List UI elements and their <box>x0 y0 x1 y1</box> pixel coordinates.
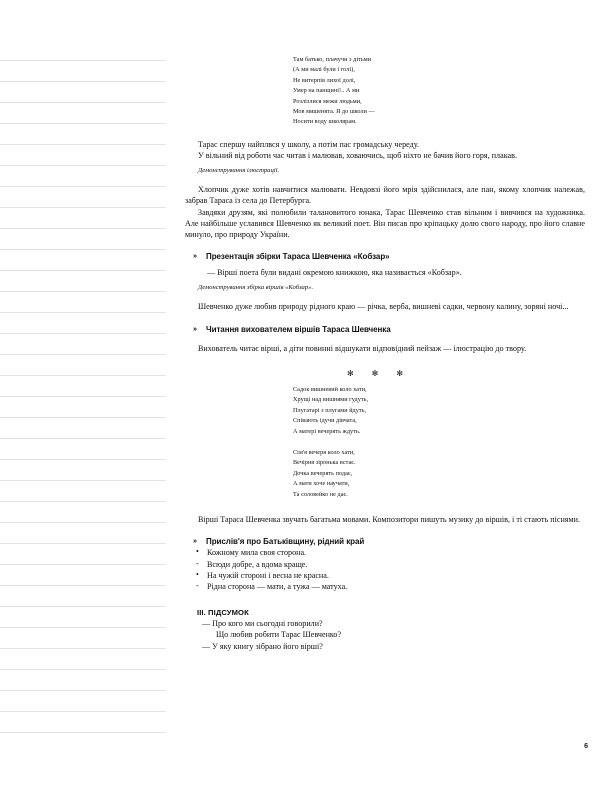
poem-line: Носити воду школярам. <box>293 118 357 126</box>
rule-line <box>0 585 166 586</box>
heading-label: Презентація збірки Тараса Шевченка «Кобзар» <box>206 252 390 262</box>
rule-line <box>0 732 166 733</box>
list-item-text: Кожному мила своя сторона. <box>207 548 307 558</box>
rule-line <box>0 291 166 292</box>
question-line <box>185 618 585 629</box>
rule-line <box>0 711 166 712</box>
bullet-marker-icon: » <box>193 538 197 546</box>
rule-line <box>0 312 166 313</box>
rule-line <box>0 207 166 208</box>
rule-line <box>0 81 166 82</box>
list-bullet-icon: - <box>196 558 199 568</box>
poem-line: Розлізлися межи людьми, <box>293 97 362 105</box>
poem-line: Мов мишенята. Я до школи — <box>293 108 375 116</box>
poem-line: Умер на панщині!.. А ми <box>293 87 360 95</box>
rule-line <box>0 102 166 103</box>
rule-line <box>0 459 166 460</box>
poem-line: Плугатарі з плугами йдуть, <box>293 406 367 414</box>
list-item <box>185 570 585 581</box>
question-line <box>185 641 585 652</box>
asterisk-separator-icon: ✻ ✻ ✻ <box>346 368 412 378</box>
poem-line: Вечірня зіронька встає. <box>293 459 356 467</box>
poem-line: Та соловейко не дає. <box>293 490 348 498</box>
list-item <box>185 581 585 592</box>
heading-label: Прислів'я про Батьківщину, рідний край <box>206 537 365 547</box>
question-line <box>185 629 585 640</box>
rule-line <box>0 186 166 187</box>
rule-line <box>0 480 166 481</box>
rule-line <box>0 564 166 565</box>
paragraph: Вихователь читає вірші, а діти повинні відшукати відповідний пейзаж — ілюстрацію до твору. <box>198 343 527 353</box>
list-bullet-icon: • <box>196 547 199 557</box>
rule-line <box>0 123 166 124</box>
section-title-summary: III. ПІДСУМОК <box>197 607 249 617</box>
dialogue-line: — Вірші поета були видані окремою книжкою, яка називається «Кобзар». <box>207 268 462 278</box>
heading-proverbs <box>185 536 585 547</box>
heading-kobzar-presentation <box>185 251 585 262</box>
rule-line <box>0 249 166 250</box>
paragraph: У вільний від роботи час читав і малював, ховаючись, щоб ніхто не бачив його горя, плакав. <box>198 151 517 161</box>
rule-line <box>0 438 166 439</box>
poem-line: Дочка вечерять подає, <box>293 469 353 477</box>
paragraph: Хлопчик дуже хотів навчитися малювати. Невдовзі його мрія здійснилася, але пан, якому хлопчик належав, забрав Тараса із села до Петербурга. <box>185 185 585 206</box>
page-number: 6 <box>584 743 588 750</box>
paragraph: Тарас спершу найплвся у школу, а потім пас громадську череду. <box>198 139 420 149</box>
question-text: Що любив робити Тарас Шевченко? <box>216 630 342 640</box>
list-item-text: Рідна сторона — мати, а тужа — матуха. <box>207 582 348 592</box>
paragraph-songs: Вірші Тараса Шевченка звучать багатьма мовами. Композитори пишуть музику до віршів, і ті стають піснями. <box>198 514 581 524</box>
poem-line: Садок вишневий коло хати, <box>293 385 367 393</box>
stage-direction: Демонстрування збірка віршів «Кобзар». <box>198 284 314 292</box>
rule-line <box>0 648 166 649</box>
question-text: Про кого ми сьогодні говорили? <box>212 618 323 628</box>
poem-sadok-stanza-2 <box>185 448 585 500</box>
rule-line <box>0 501 166 502</box>
list-item <box>185 547 585 558</box>
stage-direction: Демонстрування ілюстрації. <box>198 167 280 175</box>
rule-line <box>0 165 166 166</box>
list-bullet-icon: - <box>196 581 199 591</box>
poem-line: (А ми малі були і голі), <box>293 66 355 74</box>
paragraph: Завдяки друзям, які полюбили талановитого юнака, Тарас Шевченко став вільним і вивчився на художника. Але найбільше уславився Шевченко як великий поет. Він писав про кріпацьку долю свого народу, про його славне минуло, про природу України. <box>185 207 585 240</box>
poem-line: Не витерпів лихої долі, <box>293 76 356 84</box>
paragraph: Шевченко дуже любив природу рідного краю — річка, верба, вишневі садки, червону калину, зоряні ночі... <box>198 302 569 312</box>
rule-line <box>0 606 166 607</box>
rule-line <box>0 669 166 670</box>
heading-label: Читання вихователем віршів Тараса Шевченка <box>206 324 391 334</box>
dash-marker-icon: — <box>202 641 211 651</box>
dash-marker-icon: — <box>202 618 211 628</box>
rule-line <box>0 228 166 229</box>
rule-line <box>0 543 166 544</box>
bullet-marker-icon: » <box>193 253 197 261</box>
poem-line: Хрущі над вишнями гудуть, <box>293 396 369 404</box>
rule-line <box>0 144 166 145</box>
rule-line <box>0 354 166 355</box>
rule-line <box>0 333 166 334</box>
page-content <box>185 0 585 800</box>
list-item-text: Всюди добре, а вдома краще. <box>207 559 308 569</box>
rule-line <box>0 375 166 376</box>
list-item <box>185 559 585 570</box>
question-text: У яку книгу зібрано його вірші? <box>212 641 323 651</box>
rule-line <box>0 627 166 628</box>
rule-line <box>0 396 166 397</box>
poem-line: Там батько, плачучи з дітьми <box>293 56 372 63</box>
poem-line: А мати хоче научати, <box>293 480 350 488</box>
poem-sadok-stanza-1 <box>185 385 585 437</box>
rule-line <box>0 60 166 61</box>
poem-line: А матері вечерять ждуть. <box>293 427 361 435</box>
rule-line <box>0 690 166 691</box>
list-bullet-icon: • <box>196 569 199 579</box>
rule-line <box>0 522 166 523</box>
heading-teacher-reading <box>185 324 585 335</box>
poem-line: Співають ідучи дівчата, <box>293 417 357 425</box>
poem-top <box>185 55 585 128</box>
list-item-text: На чужій стороні і весна не красна. <box>207 570 329 580</box>
ruled-margin-lines <box>0 0 170 800</box>
bullet-marker-icon: » <box>193 325 197 333</box>
rule-line <box>0 417 166 418</box>
poem-line: Сім'я вечеря коло хати, <box>293 448 355 456</box>
rule-line <box>0 270 166 271</box>
